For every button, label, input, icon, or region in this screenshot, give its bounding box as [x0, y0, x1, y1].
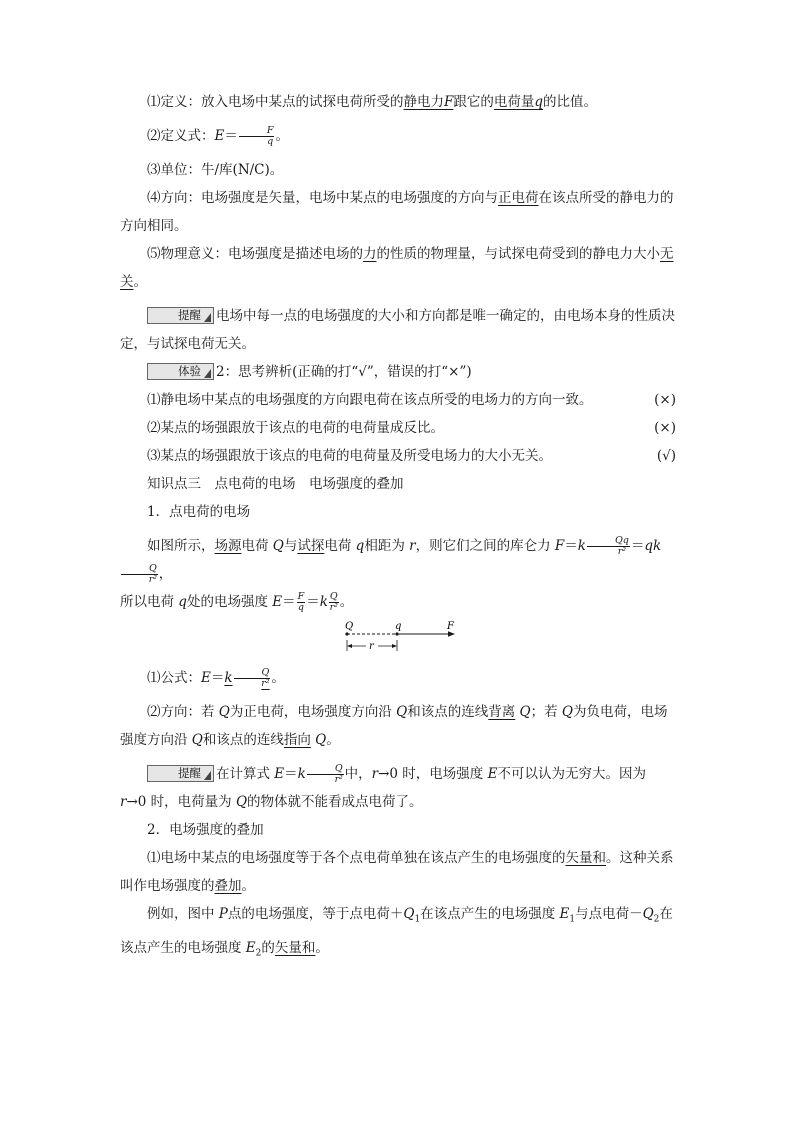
judge-item	[120, 442, 676, 470]
tip-paragraph	[120, 302, 676, 358]
exercise-heading	[120, 358, 676, 386]
unit-line: ⑶单位：牛/库(N/C)。	[147, 162, 284, 178]
tip-badge: 提醒	[147, 765, 214, 782]
text: 的比值。	[543, 94, 598, 110]
text: ⑵定义式：	[147, 128, 215, 144]
fraction: $\frac{F}{q}$	[297, 591, 305, 613]
definition-line	[120, 88, 676, 116]
text: 2：思考辨析(正确的打“√”，错误的打“×”)	[216, 364, 472, 380]
charge-diagram	[120, 618, 676, 658]
text: ⑶某点的场强跟放于该点的电荷的电荷量及所受电场力的大小无关。	[147, 448, 552, 464]
fraction: $\frac{Qq}{\text{r²}}$	[587, 536, 630, 557]
diagram-label-F: F	[447, 621, 454, 632]
underlined-term: 力	[363, 246, 377, 262]
fraction: $\frac{Q}{\text{r²}}$	[234, 668, 271, 689]
text: 电场中每一点的电场强度的大小和方向都是唯一确定的，由电场本身的性质决定，与试探电荷无关。	[120, 308, 675, 352]
force-arrowhead	[448, 631, 455, 636]
superposition-paragraph: ⑴电场中某点的电场强度等于各个点电荷单独在该点产生的电场强度的矢量和。这种关系叫作电场强度的叠加。	[120, 850, 674, 894]
underlined-term: 叠加	[214, 878, 242, 894]
text: ⑷方向：电场强度是矢量，电场中某点的电场强度的方向与	[147, 190, 498, 206]
fraction: $\frac{F}{q}$	[239, 126, 275, 147]
answer-mark: (√)	[656, 448, 676, 464]
direction-paragraph	[120, 184, 676, 240]
definition-formula-line: ⑵定义式：E＝ $\frac{F}{q}$ 。	[147, 125, 289, 147]
subsection-title-2: 2．电场强度的叠加	[147, 822, 264, 838]
text: ⑴静电场中某点的电场强度的方向跟电荷在该点所受的电场力的方向一致。	[147, 392, 593, 408]
text: 。	[133, 274, 147, 290]
text: 的性质的物理量，与试探电荷受到的静电力大小	[376, 246, 660, 262]
charge-diagram-svg	[333, 618, 463, 658]
diagram-label-r: r	[369, 641, 374, 652]
symbol: q	[534, 94, 544, 110]
underlined-term: 场源	[214, 538, 242, 554]
exercise-badge: 体验	[147, 363, 214, 380]
dim-arrow-left	[347, 644, 352, 648]
underlined-term: 试探	[297, 538, 325, 554]
diagram-label-Q: Q	[345, 621, 354, 632]
diagram-label-q: q	[395, 621, 402, 632]
underlined-term: 矢量和	[565, 850, 606, 866]
tip-paragraph-2: 提醒 在计算式 E＝k $\frac{Q}{\text{r²}}$ 中，r→0 时，电场强度 E不可以认为无穷大。因为 r→0 时，电荷量为 Q的物体就不能看成点电荷了。	[120, 763, 646, 810]
answer-mark: (×)	[654, 420, 676, 436]
judge-item	[120, 414, 676, 442]
section-title: 知识点三 点电荷的电场 电场强度的叠加	[147, 476, 404, 492]
dim-arrow-right	[392, 644, 397, 648]
underlined-term: 正电荷	[498, 190, 539, 206]
symbol: F	[444, 94, 454, 110]
symbol: E	[214, 128, 225, 144]
example-paragraph: 例如，图中 P点的电场强度，等于点电荷$+Q_1$在该点产生的电场强度 $E_1$与点电荷$-Q_2$在该点产生的电场强度 $E_2$的矢量和。	[120, 906, 673, 959]
field-strength-derivation: 所以电荷 q处的电场强度 E＝ $\frac{F}{q}$ ＝k $\frac{Q}{\text{r²}}$ 。	[120, 591, 354, 613]
text: 在该点所受的静电力的方向相同。	[120, 190, 674, 234]
text: ⑵某点的场强跟放于该点的电荷的电荷量成反比。	[147, 420, 444, 436]
text: ⑴定义：放入电场中某点的试探电荷所受的	[147, 94, 404, 110]
underlined-term: 电荷量	[493, 94, 535, 110]
document-page	[120, 88, 676, 967]
judge-item	[120, 386, 676, 414]
underlined-term: 矢量和	[274, 939, 316, 956]
underlined-term: 无关	[120, 246, 674, 290]
fraction: $\frac{Q}{\text{r²}}$	[329, 591, 338, 613]
underlined-term: 指向	[283, 732, 311, 748]
text: 跟它的	[453, 94, 494, 110]
point-charge-formula: ⑴公式：E＝k $\frac{Q}{\text{r²}}$ 。	[147, 667, 285, 689]
fraction: $\frac{Q}{\text{r²}}$	[121, 564, 158, 585]
text: ⑸物理意义：电场强度是描述电场的	[147, 246, 363, 262]
meaning-paragraph	[120, 240, 676, 296]
answer-mark: (×)	[654, 392, 676, 408]
direction-rule-paragraph: ⑵方向：若 Q为正电荷，电场强度方向沿 Q和该点的连线背离 Q；若 Q为负电荷，电场强度方向沿 Q和该点的连线指向 Q。	[120, 704, 668, 748]
coulomb-paragraph: 如图所示，场源电荷 Q与试探电荷 q相距为 r，则它们之间的库仑力 F＝k $\frac{Qq}{\text{r²}}$ ＝qk $\frac{Q}{\text{r²}}$ ，	[120, 532, 676, 588]
underlined-term: 静电力	[403, 94, 444, 110]
fraction: $\frac{Q}{\text{r²}}$	[307, 764, 344, 785]
tip-badge: 提醒	[147, 307, 214, 324]
underlined-term: 背离	[488, 704, 516, 720]
subsection-title: 1．点电荷的电场	[147, 504, 251, 520]
